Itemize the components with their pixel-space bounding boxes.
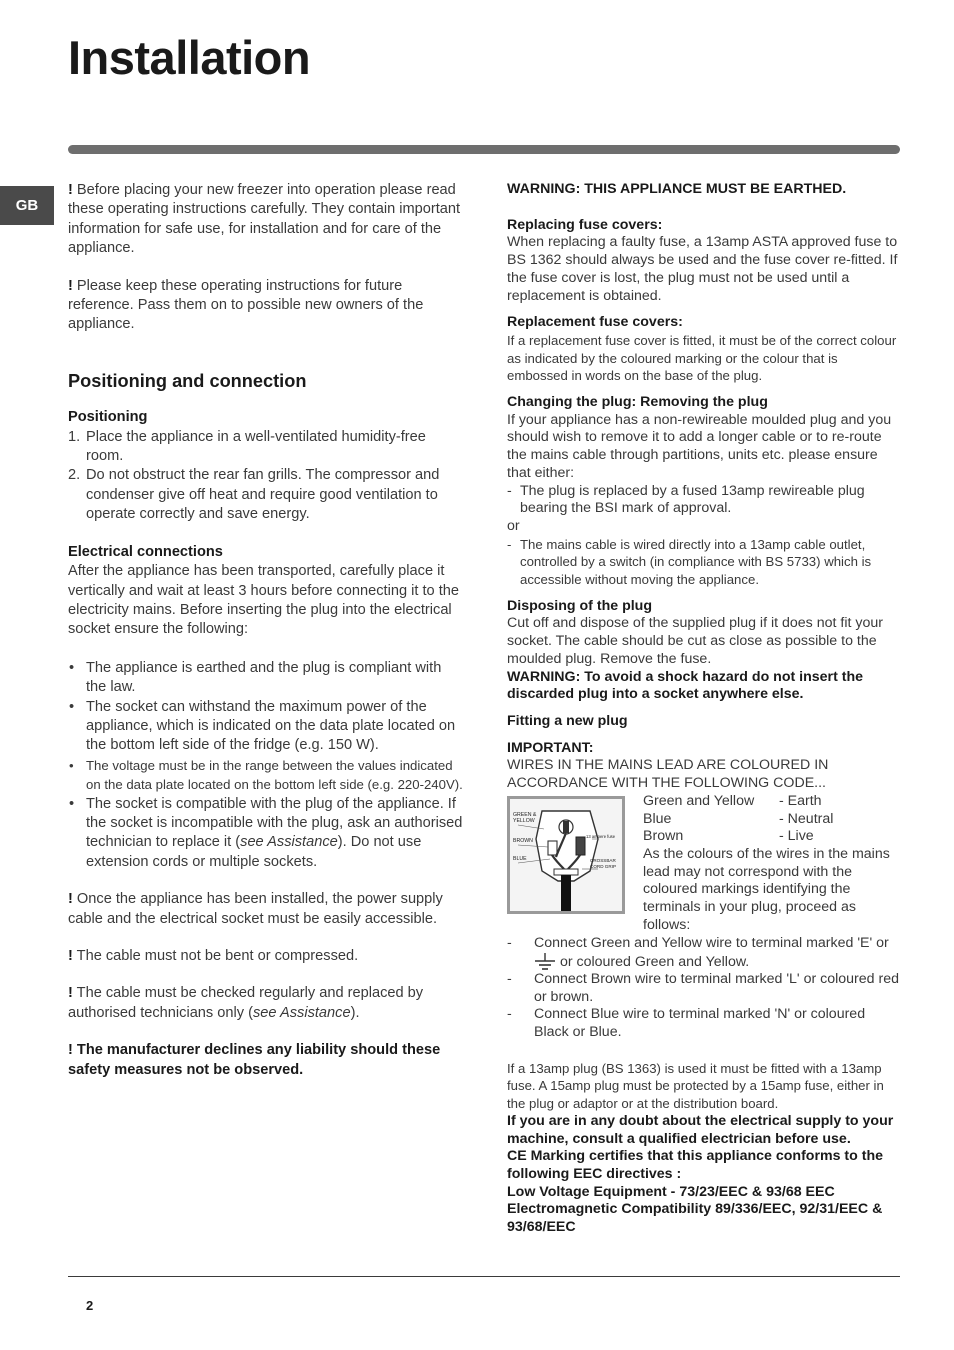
note-paragraph-1	[68, 890, 463, 929]
wire-code-block	[507, 793, 901, 935]
plug-label: CROSSBAR	[590, 857, 616, 863]
bullet-mark: •	[69, 795, 75, 812]
item-text: Connect Blue wire to terminal marked 'N' or coloured Black or Blue.	[534, 1006, 866, 1041]
warning-mark: !	[68, 948, 73, 964]
list-item	[68, 756, 463, 795]
plug-label: GREEN &	[513, 811, 537, 818]
dash-mark: -	[507, 482, 512, 499]
left-column	[68, 181, 463, 1080]
note-text: Once the appliance has been installed, the power supply cable and the electrical socket must be easily accessible.	[68, 891, 443, 927]
list-item	[507, 935, 901, 971]
wire-meaning: - Earth	[779, 792, 822, 809]
replacing-fuse-heading: Replacing fuse covers:	[507, 216, 663, 233]
wire-code-row	[643, 793, 901, 811]
positioning-heading: Positioning	[68, 409, 148, 426]
list-item	[68, 698, 463, 756]
item-text: The socket is compatible with the plug of the appliance. If the socket is incompatible with the plug, ask an authorised technician to replace it (	[86, 795, 463, 851]
item-text: The appliance is earthed and the plug is compliant with the law.	[86, 659, 442, 696]
page-title: Installation	[68, 31, 311, 84]
replacement-fuse-text: If a replacement fuse cover is fitted, it must be of the correct colour as indicated by the coloured marking or the colour that is embossed in words on the base of the plug.	[507, 332, 897, 384]
warning-mark: !	[68, 891, 73, 908]
requirements-list	[68, 659, 463, 872]
wire-colour: Green and Yellow	[643, 792, 755, 809]
item-text: or coloured Green and Yellow.	[556, 953, 750, 970]
wires-note: As the colours of the wires in the mains lead may not correspond with the coloured markings identifying the terminals in your plug, proceed as follows:	[643, 845, 890, 933]
item-number: 2.	[68, 467, 81, 484]
wires-code-text: WIRES IN THE MAINS LEAD ARE COLOURED IN ACCORDANCE WITH THE FOLLOWING CODE...	[507, 757, 829, 792]
replacing-fuse-text: When replacing a faulty fuse, a 13amp ASTA approved fuse to BS 1362 should always be used and the fuse cover re-fitted. If the fuse cover is lost, the plug must not be used until a replacement is obtained.	[507, 234, 898, 304]
wire-code-row	[643, 828, 901, 846]
list-item	[507, 483, 901, 518]
item-text: The plug is replaced by a fused 13amp rewireable plug bearing the BSI mark of approval.	[520, 482, 865, 517]
list-item	[507, 536, 901, 589]
title-divider	[68, 145, 900, 154]
warning-mark: !	[68, 985, 73, 1002]
fitting-heading: Fitting a new plug	[507, 712, 628, 729]
earth-symbol-icon	[534, 953, 556, 971]
bullet-mark: •	[69, 698, 75, 715]
disposing-text: Cut off and dispose of the supplied plug if it does not fit your socket. The cable should be cut as close as possible to the moulded plug. Remove the fuse.	[507, 615, 883, 667]
dash-mark: -	[507, 1006, 512, 1023]
list-item	[507, 1006, 901, 1041]
wire-meaning: - Live	[779, 828, 814, 845]
warning-mark: !	[68, 277, 73, 294]
disposing-warning: WARNING: To avoid a shock hazard do not insert the discarded plug into a socket anywhere else.	[507, 668, 864, 703]
liability-warning: ! The manufacturer declines any liability should these safety measures not be observed.	[68, 1042, 441, 1078]
plug-diagram	[507, 796, 625, 914]
dash-mark: -	[507, 934, 512, 951]
plug-options-list	[507, 536, 901, 589]
intro-text-1: Before placing your new freezer into operation please read these operating instructions carefully. They contain important information for safe use, for installation and for care of the appliance.	[68, 182, 461, 257]
list-item	[507, 971, 901, 1006]
list-item	[68, 659, 463, 698]
plug-label: CORD GRIP	[590, 863, 617, 869]
plug-options-list	[507, 483, 901, 518]
wire-code-row	[643, 811, 901, 829]
plug-wiring-icon	[510, 799, 622, 911]
emc-directive: Electromagnetic Compatibility 89/336/EEC, 92/31/EEC & 93/68/EEC	[507, 1201, 883, 1236]
plug-label: BLUE	[513, 855, 527, 862]
connection-steps-list	[507, 935, 901, 1042]
bullet-mark: •	[69, 659, 75, 676]
replacement-fuse-heading: Replacement fuse covers:	[507, 314, 683, 331]
see-assistance-ref: see Assistance	[240, 834, 338, 851]
item-number: 1.	[68, 428, 81, 445]
list-item	[68, 795, 463, 873]
intro-paragraph-1	[68, 181, 463, 259]
item-text: Connect Brown wire to terminal marked 'L' or coloured red or brown.	[534, 970, 899, 1005]
positioning-list	[68, 428, 463, 525]
list-item	[68, 466, 463, 524]
ce-marking-text: CE Marking certifies that this appliance conforms to the following EEC directives :	[507, 1148, 884, 1182]
plug-label: YELLOW	[513, 817, 535, 824]
disposing-heading: Disposing of the plug	[507, 597, 653, 614]
note-text: The cable must not be bent or compressed.	[72, 948, 359, 964]
earthed-warning: WARNING: THIS APPLIANCE MUST BE EARTHED.	[507, 181, 847, 197]
changing-plug-heading: Changing the plug: Removing the plug	[507, 394, 768, 411]
bullet-mark: •	[69, 757, 74, 773]
changing-plug-text: If your appliance has a non-rewireable moulded plug and you should wish to remove it to add a longer cable or to re-route the mains cable through partitions, units etc. please ensure that either:	[507, 411, 892, 481]
item-text: The mains cable is wired directly into a 13amp cable outlet, controlled by a switch (in compliance with BS 5733) which is accessible without moving the appliance.	[520, 536, 872, 588]
footer-divider	[68, 1276, 900, 1277]
item-text: Place the appliance in a well-ventilated humidity-free room.	[86, 428, 426, 465]
wire-meaning: - Neutral	[779, 810, 834, 827]
low-voltage-directive: Low Voltage Equipment - 73/23/EEC & 93/68 EEC	[507, 1183, 835, 1200]
note-text: The cable must be checked regularly and replaced by authorised technicians only (	[68, 985, 424, 1021]
right-column	[507, 181, 901, 1237]
note-paragraph-2	[68, 947, 463, 966]
wire-colour: Brown	[643, 828, 684, 845]
item-text: Connect Green and Yellow wire to terminal marked 'E' or	[534, 934, 889, 951]
or-text: or	[507, 517, 520, 534]
wire-colour: Blue	[643, 810, 672, 827]
note-text: ).	[350, 1004, 360, 1021]
item-text: ). Do not use extension cords or multiple sockets.	[86, 834, 422, 870]
page-number: 2	[86, 1298, 94, 1313]
list-item	[68, 428, 463, 467]
plug-label: 13 ampere fuse	[586, 833, 616, 839]
note-paragraph-3	[68, 984, 463, 1023]
item-text: The socket can withstand the maximum power of the appliance, which is indicated on the data plate located on the bottom left side of the fridge (e.g. 150 W).	[86, 698, 456, 754]
see-assistance-ref: see Assistance	[252, 1004, 351, 1021]
dash-mark: -	[507, 536, 512, 552]
plug-label: BROWN	[513, 837, 533, 844]
intro-text-2: Please keep these operating instructions for future reference. Pass them on to possible new owners of the appliance.	[68, 277, 424, 333]
electrical-text: After the appliance has been transported, carefully place it vertically and wait at least 3 hours before connecting it to the electricity mains. Before inserting the plug into the electrical socket ensure the following:	[68, 563, 460, 638]
item-text: Do not obstruct the rear fan grills. The compressor and condenser give off heat and require good ventilation to operate correctly and save energy.	[86, 467, 440, 523]
wire-code-table	[643, 793, 901, 935]
doubt-warning: If you are in any doubt about the electrical supply to your machine, consult a qualified electrician before use.	[507, 1112, 894, 1147]
important-heading: IMPORTANT:	[507, 739, 594, 756]
language-tab: GB	[0, 186, 54, 225]
section-heading: Positioning and connection	[68, 370, 307, 391]
item-text: The voltage must be in the range between the values indicated on the data plate located on the bottom left side (e.g. 220-240V).	[86, 757, 463, 793]
dash-mark: -	[507, 970, 512, 987]
intro-paragraph-2	[68, 277, 463, 335]
electrical-heading: Electrical connections	[68, 543, 223, 560]
warning-mark: !	[68, 182, 73, 198]
fuse-rating-text: If a 13amp plug (BS 1363) is used it must be fitted with a 13amp fuse. A 15amp plug must be protected by a 15amp fuse, either in the plug or adaptor or at the distribution board.	[507, 1060, 884, 1112]
